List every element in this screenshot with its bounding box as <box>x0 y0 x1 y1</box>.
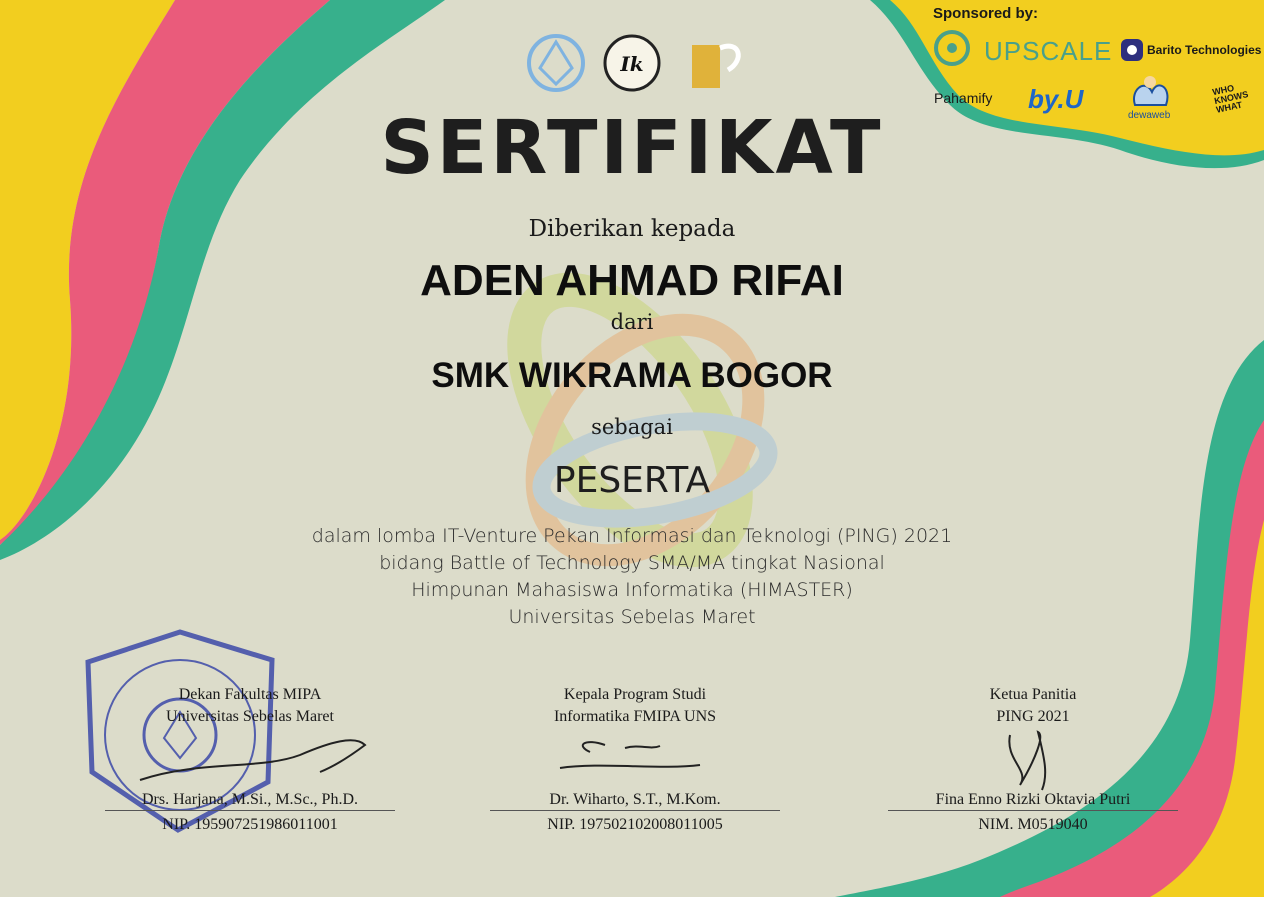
signature-2 <box>560 742 700 768</box>
signature-3 <box>1009 732 1045 790</box>
sponsor-upscale: UPSCALE <box>984 36 1113 66</box>
himaster-logo <box>605 36 659 90</box>
given-to-label: Diberikan kepada <box>528 216 736 242</box>
sponsor-dewaweb: dewaweb <box>1128 110 1171 121</box>
signatory-id: NIM. M0519040 <box>978 816 1088 833</box>
signatory-title: PING 2021 <box>996 708 1070 725</box>
description-line: dalam lomba IT-Venture Pekan Informasi dan Teknologi (PING) 2021 <box>311 525 953 547</box>
signature-line <box>490 810 780 811</box>
signatory-title: Dekan Fakultas MIPA <box>178 686 322 703</box>
description-line: Universitas Sebelas Maret <box>508 606 756 628</box>
signatory-id: NIP. 197502102008011005 <box>547 816 723 833</box>
description-line: Himpunan Mahasiswa Informatika (HIMASTER) <box>411 579 853 601</box>
sponsor-byu: by.U <box>1028 84 1084 114</box>
from-label: dari <box>610 310 654 334</box>
school-name: SMK WIKRAMA BOGOR <box>431 356 833 395</box>
as-label: sebagai <box>591 415 673 439</box>
signatory-title: Ketua Panitia <box>989 686 1077 703</box>
signature-1 <box>140 740 365 780</box>
signatory-name: Dr. Wiharto, S.T., M.Kom. <box>549 791 721 808</box>
recipient-name: ADEN AHMAD RIFAI <box>420 256 844 305</box>
signatory-title: Universitas Sebelas Maret <box>166 708 334 725</box>
signatory-title: Informatika FMIPA UNS <box>553 708 717 725</box>
barito-logo-icon <box>1121 39 1143 61</box>
signatory-name: Drs. Harjana, M.Si., M.Sc., Ph.D. <box>142 791 358 808</box>
role-label: PESERTA <box>553 460 711 501</box>
certificate-title: SERTIFIKAT <box>380 105 884 191</box>
signature-line <box>105 810 395 811</box>
signature-line <box>888 810 1178 811</box>
svg-text:Ik: Ik <box>620 52 644 76</box>
ping-logo <box>692 45 738 88</box>
signatory-title: Kepala Program Studi <box>563 686 707 703</box>
sponsor-heading: Sponsored by: <box>933 5 1039 22</box>
sponsor-who-knows-what: WHO KNOWS WHAT <box>1211 82 1250 115</box>
university-logo <box>529 36 583 90</box>
signatory-id: NIP. 195907251986011001 <box>162 816 338 833</box>
signatory-name: Fina Enno Rizki Oktavia Putri <box>935 791 1131 808</box>
sponsor-pahamify: Pahamify <box>934 90 993 106</box>
sponsor-barito: Barito Technologies <box>1147 43 1262 57</box>
description-line: bidang Battle of Technology SMA/MA tingkat Nasional <box>379 552 885 574</box>
